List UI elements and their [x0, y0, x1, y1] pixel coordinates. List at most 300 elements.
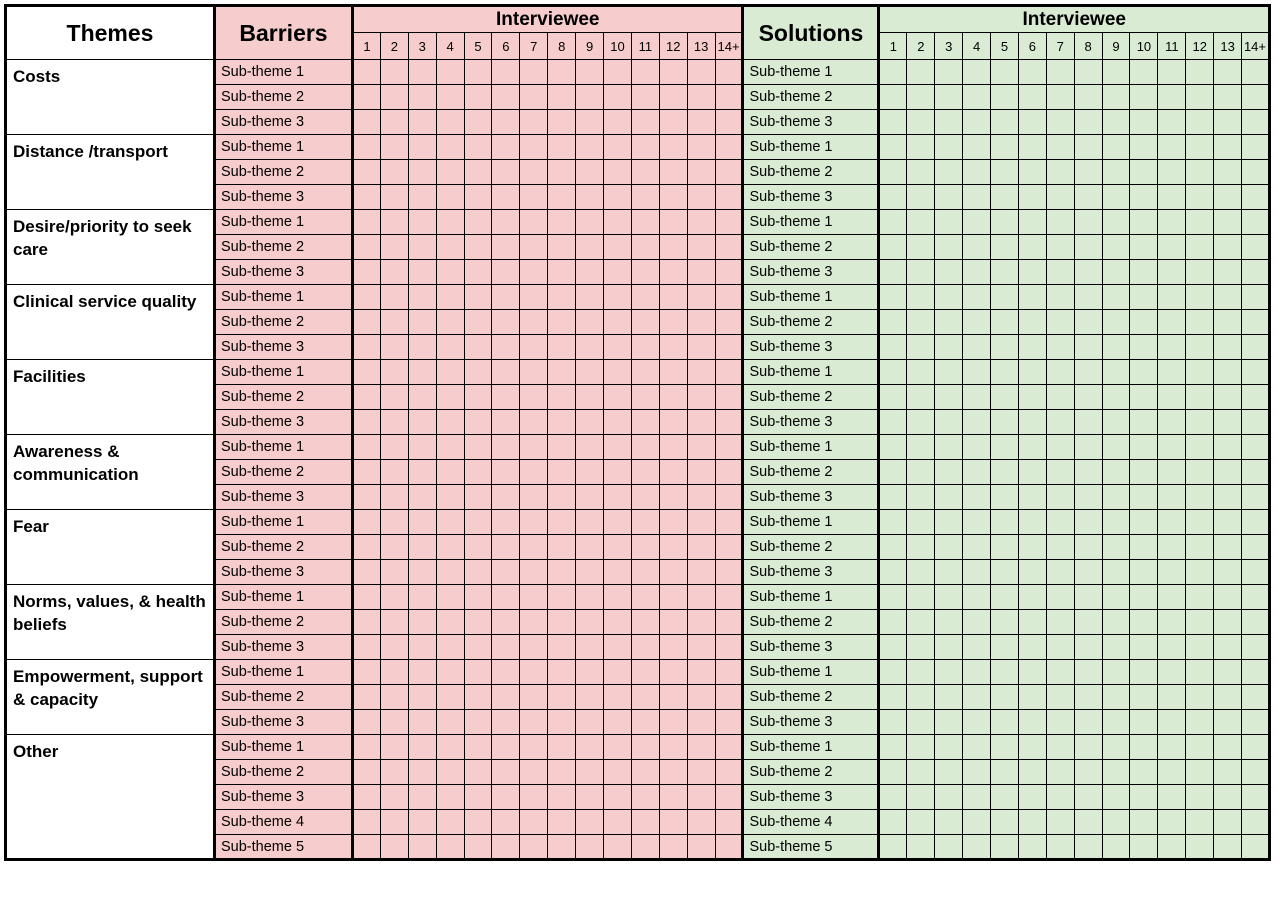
- solution-cell[interactable]: [907, 710, 935, 735]
- barrier-cell[interactable]: [436, 135, 464, 160]
- solution-cell[interactable]: [1214, 385, 1242, 410]
- solution-cell[interactable]: [935, 635, 963, 660]
- barrier-cell[interactable]: [520, 560, 548, 585]
- solution-cell[interactable]: [1074, 310, 1102, 335]
- solution-cell[interactable]: [1158, 135, 1186, 160]
- solution-cell[interactable]: [1046, 335, 1074, 360]
- barrier-cell[interactable]: [408, 660, 436, 685]
- barrier-cell[interactable]: [492, 335, 520, 360]
- barrier-cell[interactable]: [548, 85, 576, 110]
- barrier-cell[interactable]: [464, 535, 492, 560]
- barrier-cell[interactable]: [576, 210, 604, 235]
- barrier-cell[interactable]: [436, 460, 464, 485]
- barrier-cell[interactable]: [436, 835, 464, 860]
- solution-cell[interactable]: [1242, 135, 1270, 160]
- barrier-cell[interactable]: [631, 335, 659, 360]
- solution-cell[interactable]: [963, 735, 991, 760]
- solution-cell[interactable]: [879, 85, 907, 110]
- solution-cell[interactable]: [1018, 210, 1046, 235]
- solution-cell[interactable]: [1018, 260, 1046, 285]
- barrier-cell[interactable]: [353, 585, 381, 610]
- solution-cell[interactable]: [1130, 310, 1158, 335]
- solution-cell[interactable]: [1242, 760, 1270, 785]
- barrier-cell[interactable]: [436, 585, 464, 610]
- solution-cell[interactable]: [935, 810, 963, 835]
- solution-cell[interactable]: [1186, 585, 1214, 610]
- solution-cell[interactable]: [1074, 535, 1102, 560]
- solution-cell[interactable]: [1018, 285, 1046, 310]
- solution-cell[interactable]: [1102, 610, 1130, 635]
- solution-cell[interactable]: [1214, 660, 1242, 685]
- solution-cell[interactable]: [1074, 235, 1102, 260]
- barrier-cell[interactable]: [492, 160, 520, 185]
- solution-cell[interactable]: [1158, 610, 1186, 635]
- solution-cell[interactable]: [935, 535, 963, 560]
- solution-cell[interactable]: [991, 635, 1019, 660]
- barrier-cell[interactable]: [687, 485, 715, 510]
- barrier-cell[interactable]: [464, 585, 492, 610]
- barrier-cell[interactable]: [492, 310, 520, 335]
- solution-cell[interactable]: [935, 735, 963, 760]
- barrier-cell[interactable]: [604, 685, 632, 710]
- barrier-cell[interactable]: [576, 635, 604, 660]
- solution-cell[interactable]: [1242, 485, 1270, 510]
- barrier-cell[interactable]: [604, 485, 632, 510]
- barrier-cell[interactable]: [604, 385, 632, 410]
- barrier-cell[interactable]: [715, 435, 743, 460]
- solution-cell[interactable]: [1214, 635, 1242, 660]
- solution-cell[interactable]: [879, 410, 907, 435]
- solution-cell[interactable]: [1130, 185, 1158, 210]
- barrier-cell[interactable]: [548, 560, 576, 585]
- solution-cell[interactable]: [1214, 85, 1242, 110]
- solution-cell[interactable]: [907, 135, 935, 160]
- solution-cell[interactable]: [991, 710, 1019, 735]
- solution-cell[interactable]: [907, 635, 935, 660]
- solution-cell[interactable]: [1158, 735, 1186, 760]
- barrier-cell[interactable]: [353, 285, 381, 310]
- solution-cell[interactable]: [1186, 60, 1214, 85]
- barrier-cell[interactable]: [492, 785, 520, 810]
- solution-cell[interactable]: [991, 485, 1019, 510]
- barrier-cell[interactable]: [604, 810, 632, 835]
- solution-cell[interactable]: [1074, 460, 1102, 485]
- solution-cell[interactable]: [907, 60, 935, 85]
- barrier-cell[interactable]: [548, 635, 576, 660]
- solution-cell[interactable]: [963, 535, 991, 560]
- solution-cell[interactable]: [1130, 460, 1158, 485]
- barrier-cell[interactable]: [408, 410, 436, 435]
- solution-cell[interactable]: [879, 635, 907, 660]
- barrier-cell[interactable]: [380, 810, 408, 835]
- barrier-cell[interactable]: [436, 785, 464, 810]
- solution-cell[interactable]: [1242, 85, 1270, 110]
- barrier-cell[interactable]: [687, 435, 715, 460]
- solution-cell[interactable]: [1158, 810, 1186, 835]
- solution-cell[interactable]: [1102, 535, 1130, 560]
- solution-cell[interactable]: [1046, 685, 1074, 710]
- solution-cell[interactable]: [1214, 835, 1242, 860]
- solution-cell[interactable]: [1046, 210, 1074, 235]
- solution-cell[interactable]: [1214, 610, 1242, 635]
- solution-cell[interactable]: [963, 360, 991, 385]
- solution-cell[interactable]: [1074, 710, 1102, 735]
- barrier-cell[interactable]: [687, 810, 715, 835]
- solution-cell[interactable]: [935, 435, 963, 460]
- barrier-cell[interactable]: [576, 535, 604, 560]
- barrier-cell[interactable]: [715, 610, 743, 635]
- solution-cell[interactable]: [1046, 760, 1074, 785]
- barrier-cell[interactable]: [687, 585, 715, 610]
- solution-cell[interactable]: [1158, 685, 1186, 710]
- barrier-cell[interactable]: [687, 335, 715, 360]
- solution-cell[interactable]: [935, 60, 963, 85]
- solution-cell[interactable]: [963, 760, 991, 785]
- solution-cell[interactable]: [1018, 135, 1046, 160]
- solution-cell[interactable]: [1046, 660, 1074, 685]
- barrier-cell[interactable]: [380, 685, 408, 710]
- solution-cell[interactable]: [1130, 485, 1158, 510]
- solution-cell[interactable]: [1074, 735, 1102, 760]
- solution-cell[interactable]: [1186, 160, 1214, 185]
- barrier-cell[interactable]: [520, 460, 548, 485]
- barrier-cell[interactable]: [492, 360, 520, 385]
- solution-cell[interactable]: [879, 285, 907, 310]
- barrier-cell[interactable]: [576, 360, 604, 385]
- solution-cell[interactable]: [1158, 160, 1186, 185]
- solution-cell[interactable]: [1102, 710, 1130, 735]
- barrier-cell[interactable]: [548, 785, 576, 810]
- barrier-cell[interactable]: [520, 185, 548, 210]
- solution-cell[interactable]: [1130, 635, 1158, 660]
- barrier-cell[interactable]: [492, 535, 520, 560]
- solution-cell[interactable]: [1186, 210, 1214, 235]
- solution-cell[interactable]: [1046, 560, 1074, 585]
- solution-cell[interactable]: [879, 335, 907, 360]
- barrier-cell[interactable]: [604, 310, 632, 335]
- barrier-cell[interactable]: [687, 410, 715, 435]
- barrier-cell[interactable]: [380, 410, 408, 435]
- solution-cell[interactable]: [879, 760, 907, 785]
- barrier-cell[interactable]: [520, 660, 548, 685]
- barrier-cell[interactable]: [659, 60, 687, 85]
- barrier-cell[interactable]: [548, 760, 576, 785]
- solution-cell[interactable]: [963, 835, 991, 860]
- solution-cell[interactable]: [907, 85, 935, 110]
- barrier-cell[interactable]: [520, 310, 548, 335]
- barrier-cell[interactable]: [659, 710, 687, 735]
- solution-cell[interactable]: [1018, 560, 1046, 585]
- solution-cell[interactable]: [963, 385, 991, 410]
- solution-cell[interactable]: [1046, 85, 1074, 110]
- barrier-cell[interactable]: [353, 235, 381, 260]
- barrier-cell[interactable]: [464, 460, 492, 485]
- solution-cell[interactable]: [1186, 185, 1214, 210]
- solution-cell[interactable]: [935, 385, 963, 410]
- barrier-cell[interactable]: [687, 735, 715, 760]
- solution-cell[interactable]: [907, 535, 935, 560]
- solution-cell[interactable]: [1102, 485, 1130, 510]
- barrier-cell[interactable]: [604, 760, 632, 785]
- barrier-cell[interactable]: [353, 310, 381, 335]
- barrier-cell[interactable]: [548, 585, 576, 610]
- solution-cell[interactable]: [991, 110, 1019, 135]
- solution-cell[interactable]: [1214, 785, 1242, 810]
- solution-cell[interactable]: [991, 735, 1019, 760]
- solution-cell[interactable]: [963, 485, 991, 510]
- solution-cell[interactable]: [1074, 760, 1102, 785]
- solution-cell[interactable]: [1186, 485, 1214, 510]
- barrier-cell[interactable]: [520, 835, 548, 860]
- barrier-cell[interactable]: [353, 60, 381, 85]
- solution-cell[interactable]: [907, 185, 935, 210]
- barrier-cell[interactable]: [520, 635, 548, 660]
- barrier-cell[interactable]: [659, 560, 687, 585]
- barrier-cell[interactable]: [353, 560, 381, 585]
- solution-cell[interactable]: [1158, 535, 1186, 560]
- barrier-cell[interactable]: [631, 585, 659, 610]
- barrier-cell[interactable]: [604, 735, 632, 760]
- barrier-cell[interactable]: [353, 785, 381, 810]
- barrier-cell[interactable]: [520, 285, 548, 310]
- barrier-cell[interactable]: [715, 210, 743, 235]
- barrier-cell[interactable]: [604, 110, 632, 135]
- solution-cell[interactable]: [1214, 60, 1242, 85]
- barrier-cell[interactable]: [576, 335, 604, 360]
- barrier-cell[interactable]: [408, 610, 436, 635]
- solution-cell[interactable]: [879, 210, 907, 235]
- solution-cell[interactable]: [1046, 835, 1074, 860]
- solution-cell[interactable]: [935, 335, 963, 360]
- solution-cell[interactable]: [1158, 310, 1186, 335]
- solution-cell[interactable]: [991, 810, 1019, 835]
- barrier-cell[interactable]: [464, 510, 492, 535]
- barrier-cell[interactable]: [464, 235, 492, 260]
- barrier-cell[interactable]: [576, 260, 604, 285]
- barrier-cell[interactable]: [687, 235, 715, 260]
- barrier-cell[interactable]: [380, 110, 408, 135]
- solution-cell[interactable]: [879, 685, 907, 710]
- solution-cell[interactable]: [1018, 60, 1046, 85]
- barrier-cell[interactable]: [687, 460, 715, 485]
- solution-cell[interactable]: [1102, 235, 1130, 260]
- barrier-cell[interactable]: [408, 385, 436, 410]
- barrier-cell[interactable]: [353, 735, 381, 760]
- barrier-cell[interactable]: [604, 435, 632, 460]
- barrier-cell[interactable]: [604, 710, 632, 735]
- barrier-cell[interactable]: [687, 660, 715, 685]
- barrier-cell[interactable]: [464, 185, 492, 210]
- solution-cell[interactable]: [991, 185, 1019, 210]
- solution-cell[interactable]: [1018, 485, 1046, 510]
- barrier-cell[interactable]: [492, 185, 520, 210]
- barrier-cell[interactable]: [380, 235, 408, 260]
- solution-cell[interactable]: [1158, 585, 1186, 610]
- barrier-cell[interactable]: [464, 485, 492, 510]
- solution-cell[interactable]: [1046, 185, 1074, 210]
- barrier-cell[interactable]: [492, 685, 520, 710]
- barrier-cell[interactable]: [408, 510, 436, 535]
- barrier-cell[interactable]: [659, 110, 687, 135]
- barrier-cell[interactable]: [659, 585, 687, 610]
- barrier-cell[interactable]: [464, 310, 492, 335]
- barrier-cell[interactable]: [436, 410, 464, 435]
- solution-cell[interactable]: [963, 635, 991, 660]
- barrier-cell[interactable]: [353, 85, 381, 110]
- barrier-cell[interactable]: [687, 285, 715, 310]
- barrier-cell[interactable]: [353, 335, 381, 360]
- barrier-cell[interactable]: [408, 260, 436, 285]
- solution-cell[interactable]: [907, 110, 935, 135]
- barrier-cell[interactable]: [380, 135, 408, 160]
- barrier-cell[interactable]: [353, 210, 381, 235]
- solution-cell[interactable]: [907, 410, 935, 435]
- solution-cell[interactable]: [1074, 635, 1102, 660]
- solution-cell[interactable]: [1214, 110, 1242, 135]
- solution-cell[interactable]: [991, 610, 1019, 635]
- solution-cell[interactable]: [879, 435, 907, 460]
- solution-cell[interactable]: [1186, 760, 1214, 785]
- solution-cell[interactable]: [1046, 435, 1074, 460]
- solution-cell[interactable]: [1130, 560, 1158, 585]
- barrier-cell[interactable]: [436, 185, 464, 210]
- solution-cell[interactable]: [1158, 460, 1186, 485]
- barrier-cell[interactable]: [492, 260, 520, 285]
- barrier-cell[interactable]: [353, 810, 381, 835]
- solution-cell[interactable]: [1074, 410, 1102, 435]
- barrier-cell[interactable]: [687, 260, 715, 285]
- barrier-cell[interactable]: [408, 235, 436, 260]
- barrier-cell[interactable]: [687, 835, 715, 860]
- barrier-cell[interactable]: [353, 135, 381, 160]
- barrier-cell[interactable]: [380, 735, 408, 760]
- barrier-cell[interactable]: [464, 835, 492, 860]
- solution-cell[interactable]: [1130, 785, 1158, 810]
- barrier-cell[interactable]: [353, 485, 381, 510]
- solution-cell[interactable]: [1046, 735, 1074, 760]
- barrier-cell[interactable]: [520, 235, 548, 260]
- barrier-cell[interactable]: [408, 335, 436, 360]
- barrier-cell[interactable]: [548, 60, 576, 85]
- barrier-cell[interactable]: [576, 685, 604, 710]
- solution-cell[interactable]: [991, 685, 1019, 710]
- barrier-cell[interactable]: [353, 160, 381, 185]
- solution-cell[interactable]: [879, 560, 907, 585]
- barrier-cell[interactable]: [380, 585, 408, 610]
- barrier-cell[interactable]: [353, 260, 381, 285]
- solution-cell[interactable]: [1186, 685, 1214, 710]
- barrier-cell[interactable]: [687, 310, 715, 335]
- barrier-cell[interactable]: [576, 160, 604, 185]
- solution-cell[interactable]: [935, 560, 963, 585]
- solution-cell[interactable]: [1186, 260, 1214, 285]
- solution-cell[interactable]: [1242, 160, 1270, 185]
- solution-cell[interactable]: [1214, 760, 1242, 785]
- solution-cell[interactable]: [1018, 410, 1046, 435]
- barrier-cell[interactable]: [659, 685, 687, 710]
- barrier-cell[interactable]: [548, 435, 576, 460]
- solution-cell[interactable]: [991, 310, 1019, 335]
- solution-cell[interactable]: [879, 185, 907, 210]
- solution-cell[interactable]: [991, 385, 1019, 410]
- barrier-cell[interactable]: [548, 385, 576, 410]
- solution-cell[interactable]: [1130, 160, 1158, 185]
- solution-cell[interactable]: [1102, 760, 1130, 785]
- solution-cell[interactable]: [1074, 835, 1102, 860]
- barrier-cell[interactable]: [492, 485, 520, 510]
- solution-cell[interactable]: [1130, 585, 1158, 610]
- barrier-cell[interactable]: [576, 185, 604, 210]
- solution-cell[interactable]: [1018, 760, 1046, 785]
- solution-cell[interactable]: [991, 85, 1019, 110]
- solution-cell[interactable]: [1130, 60, 1158, 85]
- barrier-cell[interactable]: [631, 835, 659, 860]
- barrier-cell[interactable]: [604, 335, 632, 360]
- barrier-cell[interactable]: [576, 660, 604, 685]
- barrier-cell[interactable]: [436, 810, 464, 835]
- barrier-cell[interactable]: [380, 310, 408, 335]
- solution-cell[interactable]: [1074, 210, 1102, 235]
- barrier-cell[interactable]: [436, 260, 464, 285]
- solution-cell[interactable]: [1074, 260, 1102, 285]
- solution-cell[interactable]: [1018, 360, 1046, 385]
- barrier-cell[interactable]: [436, 710, 464, 735]
- barrier-cell[interactable]: [380, 385, 408, 410]
- solution-cell[interactable]: [1018, 835, 1046, 860]
- barrier-cell[interactable]: [353, 635, 381, 660]
- barrier-cell[interactable]: [353, 535, 381, 560]
- barrier-cell[interactable]: [436, 235, 464, 260]
- barrier-cell[interactable]: [659, 835, 687, 860]
- barrier-cell[interactable]: [715, 685, 743, 710]
- barrier-cell[interactable]: [576, 710, 604, 735]
- barrier-cell[interactable]: [548, 360, 576, 385]
- barrier-cell[interactable]: [576, 60, 604, 85]
- barrier-cell[interactable]: [492, 585, 520, 610]
- barrier-cell[interactable]: [715, 810, 743, 835]
- solution-cell[interactable]: [963, 410, 991, 435]
- solution-cell[interactable]: [963, 335, 991, 360]
- solution-cell[interactable]: [1242, 385, 1270, 410]
- solution-cell[interactable]: [1186, 435, 1214, 460]
- solution-cell[interactable]: [991, 160, 1019, 185]
- barrier-cell[interactable]: [631, 85, 659, 110]
- barrier-cell[interactable]: [659, 760, 687, 785]
- barrier-cell[interactable]: [464, 710, 492, 735]
- solution-cell[interactable]: [1074, 60, 1102, 85]
- barrier-cell[interactable]: [659, 810, 687, 835]
- barrier-cell[interactable]: [687, 635, 715, 660]
- solution-cell[interactable]: [1102, 460, 1130, 485]
- barrier-cell[interactable]: [520, 160, 548, 185]
- barrier-cell[interactable]: [576, 110, 604, 135]
- barrier-cell[interactable]: [604, 560, 632, 585]
- solution-cell[interactable]: [1158, 285, 1186, 310]
- solution-cell[interactable]: [991, 435, 1019, 460]
- solution-cell[interactable]: [991, 410, 1019, 435]
- barrier-cell[interactable]: [492, 635, 520, 660]
- barrier-cell[interactable]: [659, 485, 687, 510]
- solution-cell[interactable]: [991, 535, 1019, 560]
- barrier-cell[interactable]: [436, 610, 464, 635]
- solution-cell[interactable]: [963, 60, 991, 85]
- solution-cell[interactable]: [1214, 810, 1242, 835]
- barrier-cell[interactable]: [715, 335, 743, 360]
- solution-cell[interactable]: [879, 660, 907, 685]
- solution-cell[interactable]: [907, 510, 935, 535]
- solution-cell[interactable]: [1102, 585, 1130, 610]
- solution-cell[interactable]: [1074, 85, 1102, 110]
